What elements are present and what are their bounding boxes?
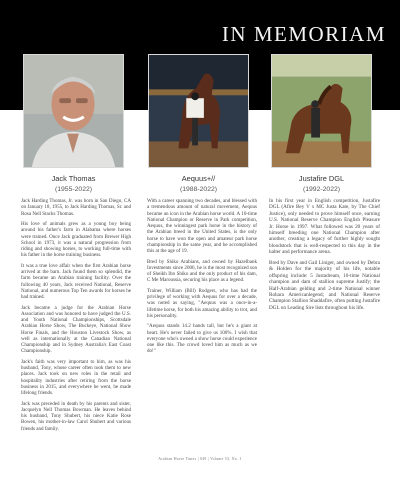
portrait-photo (23, 54, 124, 168)
page-footer: Arabian Horse Times | 049 | Volume 53, No. 1 (158, 457, 242, 461)
paragraph: Bred by Dave and Gail Liniger, and owned by Debra & Holden for the majority of his life, notable offspring include: 5 Justadream, 10-time National champion and dam of stallion supreme Justify; the Half-Arabian gelding and 2-time National winner Rohara Americanlegend; and National Reserve Champion Stallion Shaddafire, often putting Justafire DGL on Leading Sire lists throughout his life. (269, 259, 380, 311)
paragraph: Jack became a judge for the Arabian Horse Association and was honored to have judged the U.S. and Youth National Championships, Scottsdale Arabian Horse Show, The Buckeye, National Show Horse Finals, and the Houston Livestock Show, as well as internationally at the Canadian National Championship and in Sydney Australia's East Coast Championship. (21, 304, 131, 355)
paragraph: It was a true love affair when the first Arabian horse arrived at the barn. Jack found them so splendid, the farm became an Arabian training facility. Over the following 40 years, Jack received National, Reserve National, and numerous Top Ten awards for horses he had trained. (21, 262, 131, 301)
paragraph: Trainer, William (Bill) Rodgers, who has had the privilege of working with Aequus for over a decade, was noted as saying, "Aequus was a once-in-a-lifetime horse, for both his amazing ability to trot, and his personality. (147, 287, 257, 319)
paragraph: "Aequus stands 14.2 hands tall, but he's a giant at heart. He's never failed to give us 100%. I wish that everyone who's owned a show horse could experience one like this. The crowd loved him as much as we do!" (147, 323, 257, 355)
tribute-name: Aequus+// (181, 174, 216, 183)
tribute-years: (1955-2022) (54, 186, 93, 193)
tribute-years: (1988-2022) (179, 186, 218, 193)
paragraph: In his first year in English competition, Justafire DGL (Afire Bey V x MC Justa Kate, by The Chief Justice), only needed to prove himself once, earning U.S. National Reserve Champion English Pleasure Jr. Horse in 1997. What followed was 20 years of himself breeding one National Champion after another, creating a legacy of further highly sought bloodstock that is well-respected to this day in the halter and performance arena. (269, 198, 380, 256)
paragraph: Bred by Shiko Arabians, and owned by Hazelbank Investments since 2006, he is the most recognized son of Sheikh Ibn Shiko and the only product of his dam, C Me Maroussia, securing his place as a legend. (147, 258, 257, 284)
paragraph: His love of animals grew as a young boy being around his father's farm in Alabama where horses were trained. Once Jack graduated from Brewer High School in 1973, it was a natural progression from riding and showing horses, to working full-time with his father in the horse training business. (21, 221, 131, 259)
tribute-text-justafire (269, 198, 380, 316)
tribute-text-aequus (147, 198, 257, 359)
page-title: IN MEMORIAM (221, 22, 386, 46)
tribute-years: (1992-2022) (302, 186, 341, 193)
horse-photo (148, 54, 249, 168)
tribute-name: Justafire DGL (298, 174, 345, 183)
paragraph: Jack was preceded in death by his parents and sister, Jacquelyn Nell Thomas Bowman. He leaves behind his husband, Tony Shubert, his niece Katie Rose Bowen, his mother-in-law Carol Shubert and various friends and family. (21, 400, 131, 432)
paragraph: Jack Harding Thomas, Jr. was born in San Diego, CA on January 18, 1955, to Jack Harding Thomas, Sr. and Rosa Nell Stacks Thomas. (21, 198, 131, 217)
horse-photo (271, 54, 372, 168)
paragraph: Jack's faith was very important to him, as was his husband, Tony, whose career often took them to new places. Jack took on new roles in the retail and hospitality industries after retiring from the horse business in 2015, and everywhere he went, he made lifelong friends. (21, 358, 131, 397)
tribute-name: Jack Thomas (51, 174, 96, 183)
tribute-text-jack-thomas (21, 198, 131, 436)
paragraph: With a career spanning two decades, and blessed with a tremendous amount of natural movement, Aequus became an icon in the Arabian horse world. A 10-time National Champion or Reserve in Park competition, Aequus, the winningest park horse in the history of the Arabian breed in the United States, is the only horse to have won the open and amateur park horse championship in the same year, and he accomplished this at the age of 19. (147, 198, 257, 254)
